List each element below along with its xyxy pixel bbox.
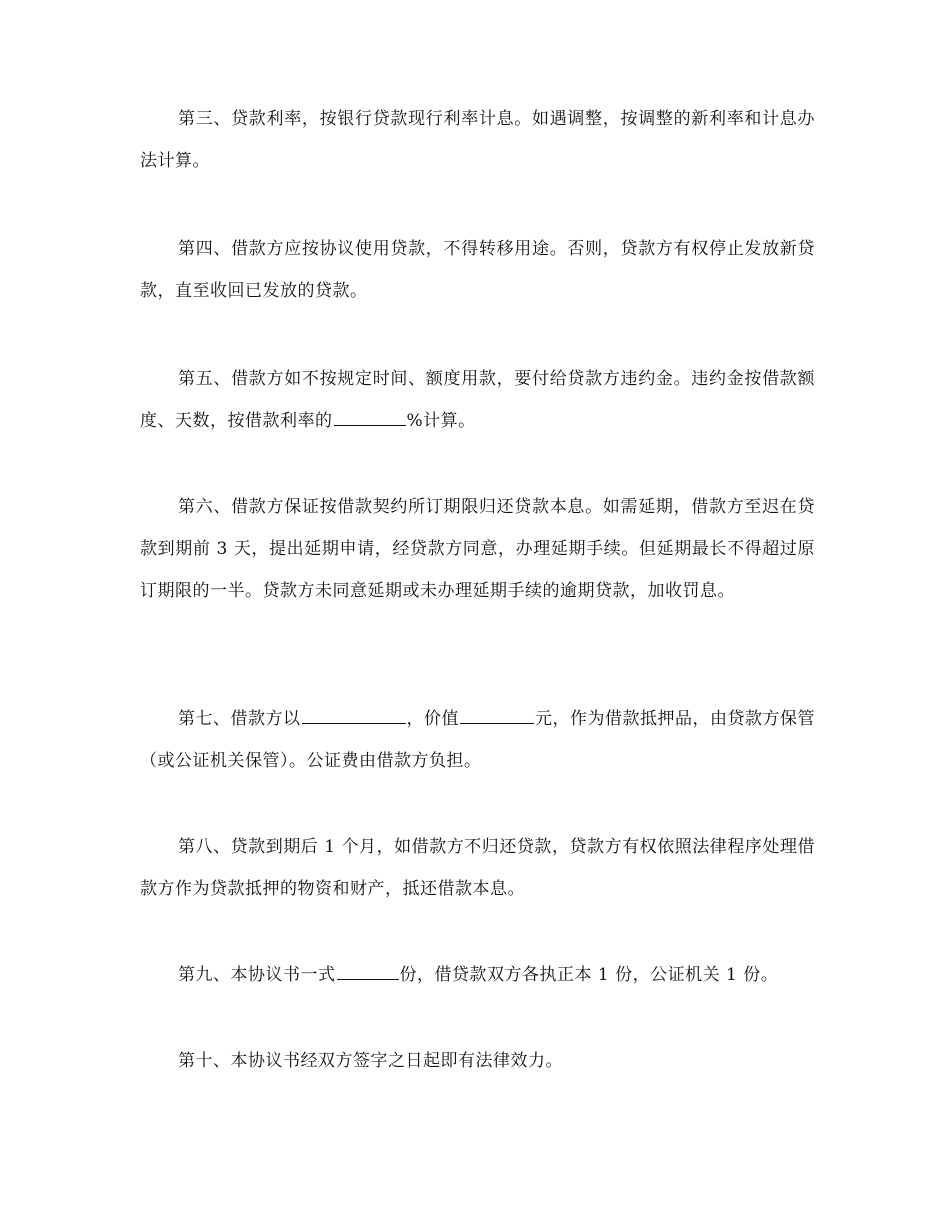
clause-5-text-part1: 第五、借款方如不按规定时间、额度用款，要付给贷款方违约金。违约金按借款额度、天数，按借款利率的 bbox=[140, 369, 815, 431]
clause-6 bbox=[140, 486, 815, 612]
clause-5-text-part2: %计算。 bbox=[406, 411, 476, 431]
interest-percent-blank bbox=[334, 409, 406, 426]
clause-9-text-part2: 份，借贷款双方各执正本 1 份，公证机关 1 份。 bbox=[399, 965, 779, 985]
copies-count-blank bbox=[337, 963, 399, 980]
clause-8 bbox=[140, 826, 815, 910]
clause-9 bbox=[140, 954, 815, 996]
clause-7-text-part3: 元，作为借款抵押品，由贷款方保管（或公证机关保管）。公证费由借款方负担。 bbox=[140, 709, 815, 771]
clause-10 bbox=[140, 1040, 815, 1082]
clause-7 bbox=[140, 698, 815, 782]
clause-5 bbox=[140, 358, 815, 442]
clause-3 bbox=[140, 98, 815, 182]
clause-9-text-part1: 第九、本协议书一式 bbox=[178, 965, 336, 985]
clause-10-text: 第十、本协议书经双方签字之日起即有法律效力。 bbox=[178, 1051, 563, 1071]
clause-4-text: 第四、借款方应按协议使用贷款，不得转移用途。否则，贷款方有权停止发放新贷款，直至收回已发放的贷款。 bbox=[140, 239, 815, 301]
collateral-item-blank bbox=[302, 707, 406, 724]
clause-8-text: 第八、贷款到期后 1 个月，如借款方不归还贷款，贷款方有权依照法律程序处理借款方作为贷款抵押的物资和财产，抵还借款本息。 bbox=[140, 837, 815, 899]
clause-6-text: 第六、借款方保证按借款契约所订期限归还贷款本息。如需延期，借款方至迟在贷款到期前 3 天，提出延期申请，经贷款方同意，办理延期手续。但延期最长不得超过原订期限的一半。贷款方未同意延期或未办理延期手续的逾期贷款，加收罚息。 bbox=[140, 497, 815, 601]
collateral-value-blank bbox=[460, 707, 534, 724]
clause-7-text-part2: ，价值 bbox=[406, 709, 459, 729]
clause-4 bbox=[140, 228, 815, 312]
clause-3-text: 第三、贷款利率，按银行贷款现行利率计息。如遇调整，按调整的新利率和计息办法计算。 bbox=[140, 109, 815, 171]
clause-7-text-part1: 第七、借款方以 bbox=[178, 709, 301, 729]
